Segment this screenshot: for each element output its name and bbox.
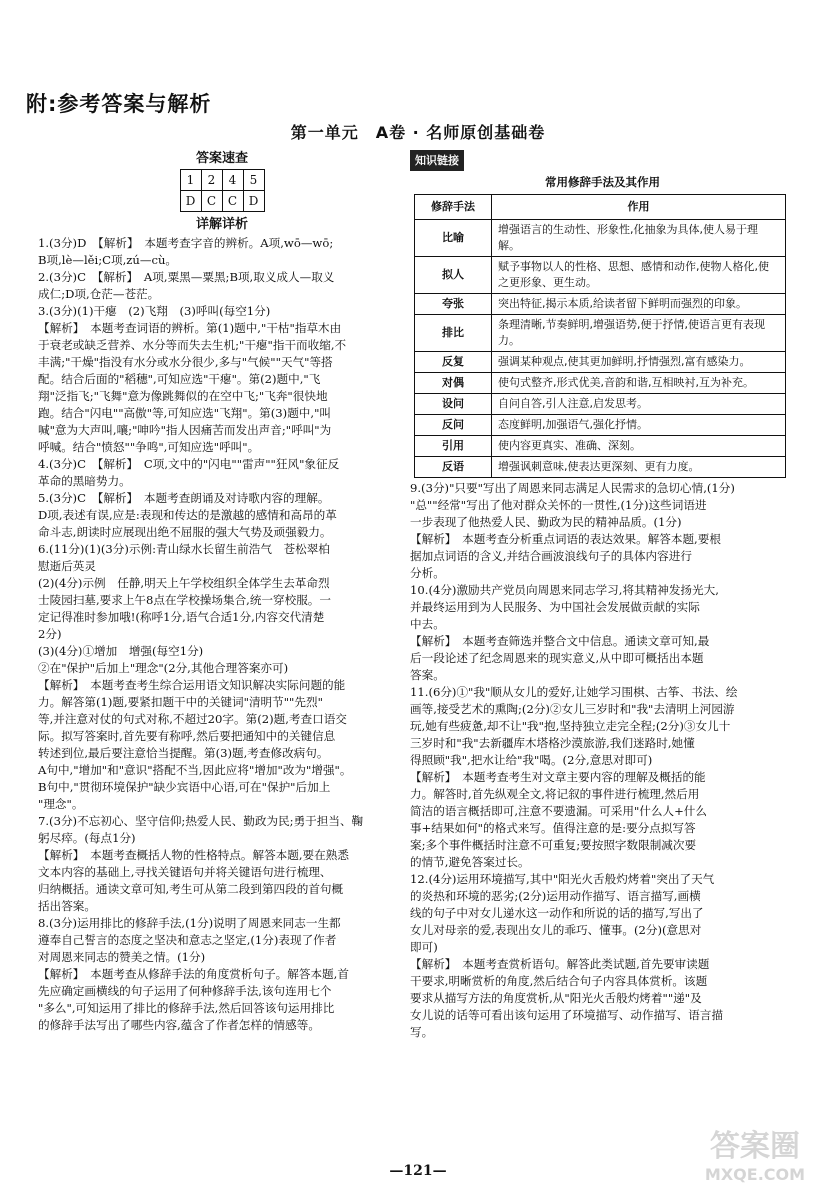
answer-line: 干要求,明晰赏析的角度,然后结合句子内容具体赏析。该题	[410, 974, 708, 988]
answer-line: 要求从描写方法的角度赏析,从"阳光火舌般灼烤着""递"及	[410, 991, 702, 1005]
rhetoric-table	[414, 194, 786, 478]
right-answer-list	[410, 480, 795, 1041]
answer-line: (3)(4分)①增加 增强(每空1分)	[38, 644, 204, 658]
answer-line: 三岁时和"我"去新疆库木塔格沙漠旅游,我们迷路时,她懂	[410, 736, 695, 750]
answer-line: 后一段论述了纪念周恩来的现实意义,从中即可概括出本题	[410, 651, 704, 665]
rhetoric-row	[415, 220, 786, 257]
answer-line: 括出答案。	[38, 899, 96, 913]
answer-line: (2)(4分)示例 任静,明天上午学校组织全体学生去革命烈	[38, 576, 330, 590]
answer-line: 2.(3分)C 【解析】 A项,粟黑—粟黑;B项,取义成人—取义	[38, 270, 335, 284]
answer-line: 画等,接受艺术的熏陶;(2分)②女儿三岁时和"我"去清明上河园游	[410, 702, 735, 716]
answer-line: 玩,她有些疲惫,却不让"我"抱,坚持独立走完全程;(2分)③女儿十	[410, 719, 731, 733]
rhetoric-row	[415, 352, 786, 373]
answer-line: 士陵园扫墓,要求上午8点在学校操场集合,统一穿校服。一	[38, 593, 331, 607]
rhetoric-device: 引用	[415, 436, 492, 457]
quick-answer-numbers-row	[180, 170, 264, 191]
answer-line: 答案。	[410, 668, 445, 682]
rhetoric-device: 设问	[415, 394, 492, 415]
rhetoric-device: 排比	[415, 315, 492, 352]
quick-answer-cell: C	[222, 191, 243, 212]
answer-line: 案;多个事件概括时注意不可重复;要按照字数限制减次要	[410, 838, 697, 852]
answer-line: 中去。	[410, 617, 445, 631]
quick-number-cell: 2	[201, 170, 222, 191]
answer-line: 等,并注意对仗的句式对称,不超过20字。第(2)题,考查口语交	[38, 712, 347, 726]
answer-line: 一步表现了他热爱人民、勤政为民的精神品质。(1分)	[410, 515, 682, 529]
watermark-logo	[690, 1118, 820, 1188]
answer-line: 8.(3分)运用排比的修辞手法,(1分)说明了周恩来同志一生都	[38, 916, 341, 930]
answer-line: 配。结合后面的"稻穗",可知应选"干瘪"。第(2)题中,"飞	[38, 372, 321, 386]
answer-line: 1.(3分)D 【解析】 本题考查字音的辨析。A项,wō—wō;	[38, 236, 334, 250]
rhetoric-device: 拟人	[415, 257, 492, 294]
answer-line: 跑。结合"闪电""高傲"等,可知应选"飞翔"。第(3)题中,"叫	[38, 406, 331, 420]
answer-line: B句中,"贯彻环境保护"缺少宾语中心语,可在"保护"后加上	[38, 780, 331, 794]
answer-item	[410, 480, 795, 582]
answer-line: A句中,"增加"和"意识"搭配不当,因此应将"增加"改为"增强"。	[38, 763, 352, 777]
answer-line: "理念"。	[38, 797, 84, 811]
answer-line: B项,lè—lěi;C项,zú—cù。	[38, 253, 178, 267]
watermark-text: 答案圈	[710, 1129, 800, 1164]
rhetoric-device: 反问	[415, 415, 492, 436]
answer-line: 的炎热和环境的恶劣;(2分)运用动作描写、语言描写,画横	[410, 889, 701, 903]
rhetoric-device: 反语	[415, 457, 492, 478]
answer-item	[38, 813, 406, 915]
answer-line: 11.(6分)①"我"顺从女儿的爱好,让她学习围棋、古筝、书法、绘	[410, 685, 738, 699]
rhetoric-effect: 增强语言的生动性、形象性,化抽象为具体,使人易于理解。	[492, 220, 786, 257]
rhetoric-device: 比喻	[415, 220, 492, 257]
answer-line: 分析。	[410, 566, 445, 580]
answer-item	[38, 303, 406, 456]
page-heading: 附:参考答案与解析	[26, 92, 212, 116]
rhetoric-effect: 强调某种观点,使其更加鲜明,抒情强烈,富有感染力。	[492, 352, 786, 373]
answer-line: 即可)	[410, 940, 438, 954]
answer-line: 呼喊。结合"愤怒""争鸣",可知应选"呼叫"。	[38, 440, 260, 454]
answer-line: "多么",可知运用了排比的修辞手法,然后回答该句运用排比	[38, 1001, 335, 1015]
quick-answers-title: 答案速查	[195, 151, 248, 166]
answer-line: 慰逝后英灵	[38, 559, 96, 573]
left-answer-list	[38, 235, 406, 1034]
answer-line: 写。	[410, 1025, 434, 1039]
header-effect: 作用	[492, 195, 786, 220]
answer-line: 力。解答时,首先纵观全文,将记叙的事件进行梳理,然后用	[410, 787, 700, 801]
page-number: —121—	[389, 1163, 447, 1179]
answer-line: 据加点词语的含义,并结合画波浪线句子的具体内容进行	[410, 549, 692, 563]
rhetoric-device: 夸张	[415, 294, 492, 315]
answer-line: 的情节,避免答案过长。	[410, 855, 530, 869]
answer-line: 7.(3分)不忘初心、坚守信仰;热爱人民、勤政为民;勇于担当、鞠	[38, 814, 364, 828]
watermark-url: MXQE.COM	[704, 1165, 806, 1184]
rhetoric-row	[415, 415, 786, 436]
left-column	[38, 150, 406, 1034]
header-device: 修辞手法	[415, 195, 492, 220]
answer-line: 女儿说的话等可看出该句运用了环境描写、动作描写、语言描	[410, 1008, 724, 1022]
knowledge-link-badge: 知识链接	[410, 150, 464, 171]
answer-line: 【解析】 本题考查筛选并整合文中信息。通读文章可知,最	[410, 634, 710, 648]
quick-number-cell: 1	[180, 170, 201, 191]
answer-item	[38, 456, 406, 490]
rhetoric-effect: 态度鲜明,加强语气,强化抒情。	[492, 415, 786, 436]
answer-line: ②在"保护"后加上"理念"(2分,其他合理答案亦可)	[38, 661, 289, 675]
answer-line: 得照顾"我",把水让给"我"喝。(2分,意思对即可)	[410, 753, 653, 767]
rhetoric-device: 反复	[415, 352, 492, 373]
rhetoric-row	[415, 315, 786, 352]
rhetoric-effect: 自问自答,引人注意,启发思考。	[492, 394, 786, 415]
rhetoric-effect: 条理清晰,节奏鲜明,增强语势,便于抒情,使语言更有表现力。	[492, 315, 786, 352]
answer-item	[38, 541, 406, 813]
answer-line: 2分)	[38, 627, 62, 641]
answer-line: 归纳概括。通读文章可知,考生可从第二段到第四段的首句概	[38, 882, 344, 896]
rhetoric-effect: 突出特征,揭示本质,给读者留下鲜明而强烈的印象。	[492, 294, 786, 315]
answer-line: 线的句子中对女儿递水这一动作和所说的话的描写,写出了	[410, 906, 704, 920]
right-column	[410, 150, 795, 1041]
answer-line: 翔"泛指飞;"飞舞"意为像跳舞似的在空中飞;"飞奔"很快地	[38, 389, 328, 403]
quick-answer-cell: D	[180, 191, 201, 212]
answer-line: 10.(4分)激励共产党员向周恩来同志学习,将其精神发扬光大,	[410, 583, 719, 597]
answer-line: 12.(4分)运用环境描写,其中"阳光火舌般灼烤着"突出了天气	[410, 872, 715, 886]
answer-line: "总""经常"写出了他对群众关怀的一贯性,(1分)这些词语进	[410, 498, 707, 512]
answer-item	[410, 684, 795, 871]
rhetoric-row	[415, 457, 786, 478]
answer-line: 4.(3分)C 【解析】 C项,文中的"闪电""雷声""狂风"象征反	[38, 457, 340, 471]
rhetoric-effect: 使句式整齐,形式优美,音韵和谐,互相映衬,互为补充。	[492, 373, 786, 394]
answer-item	[38, 490, 406, 541]
answer-line: 【解析】 本题考查词语的辨析。第(1)题中,"干枯"指草木由	[38, 321, 342, 335]
answer-line: 5.(3分)C 【解析】 本题考查朗诵及对诗歌内容的理解。	[38, 491, 330, 505]
answer-line: 事+结果如何"的格式来写。值得注意的是:要分点拟写答	[410, 821, 696, 835]
rhetoric-row	[415, 373, 786, 394]
answer-line: 对周恩来同志的赞美之情。(1分)	[38, 950, 206, 964]
answer-line: 力。解答第(1)题,要紧扣题干中的关键词"清明节""先烈"	[38, 695, 323, 709]
answer-line: 【解析】 本题考查考生综合运用语文知识解决实际问题的能	[38, 678, 346, 692]
detail-title: 详解详析	[195, 217, 248, 232]
quick-number-cell: 5	[243, 170, 264, 191]
answer-line: 【解析】 本题考查从修辞手法的角度赏析句子。解答本题,首	[38, 967, 349, 981]
answer-line: 先应确定画横线的句子运用了何种修辞手法,该句连用七个	[38, 984, 332, 998]
answer-line: 喊"意为大声叫,嚷;"呻吟"指人因痛苦而发出声音;"呼叫"为	[38, 423, 332, 437]
answer-line: 成仁;D项,仓茫—苍茫。	[38, 287, 160, 301]
answer-item	[410, 582, 795, 684]
answer-line: 并最终运用到为人民服务、为中国社会发展做贡献的实际	[410, 600, 700, 614]
answer-line: 丰满;"干燥"指没有水分或水分很少,多与"气候""天气"等搭	[38, 355, 333, 369]
rhetoric-table-title: 常用修辞手法及其作用	[545, 175, 660, 189]
answer-line: 际。拟写答案时,首先要有称呼,然后要把通知中的关键信息	[38, 729, 336, 743]
answer-line: 遵奉自己誓言的态度之坚决和意志之坚定,(1分)表现了作者	[38, 933, 337, 947]
answer-line: 9.(3分)"只要"写出了周恩来同志满足人民需求的急切心情,(1分)	[410, 481, 735, 495]
answer-line: 【解析】 本题考查概括人物的性格特点。解答本题,要在熟悉	[38, 848, 349, 862]
answer-line: 的修辞手法写出了哪些内容,蕴含了作者怎样的情感等。	[38, 1018, 320, 1032]
rhetoric-table-header	[415, 195, 786, 220]
answer-item	[38, 235, 406, 269]
rhetoric-row	[415, 257, 786, 294]
rhetoric-effect: 增强讽刺意味,使表达更深刻、更有力度。	[492, 457, 786, 478]
quick-answer-table	[180, 169, 265, 212]
answer-line: 于衰老或缺乏营养、水分等而失去生机;"干瘪"指干而收缩,不	[38, 338, 347, 352]
answer-item	[38, 915, 406, 1034]
answer-line: 3.(3分)(1)干瘪 (2)飞翔 (3)呼叫(每空1分)	[38, 304, 271, 318]
rhetoric-row	[415, 294, 786, 315]
rhetoric-device: 对偶	[415, 373, 492, 394]
unit-title: 第一单元 A卷 · 名师原创基础卷	[290, 123, 546, 142]
answer-line: 定记得准时参加哦!(称呼1分,语气合适1分,内容交代清楚	[38, 610, 325, 624]
rhetoric-effect: 使内容更真实、准确、深刻。	[492, 436, 786, 457]
answer-line: 【解析】 本题考查考生对文章主要内容的理解及概括的能	[410, 770, 706, 784]
answer-line: 【解析】 本题考查分析重点词语的表达效果。解答本题,要根	[410, 532, 721, 546]
quick-answer-cell: C	[201, 191, 222, 212]
answer-item	[38, 269, 406, 303]
rhetoric-row	[415, 436, 786, 457]
answer-line: 文本内容的基础上,寻找关键语句并将关键语句进行梳理、	[38, 865, 332, 879]
rhetoric-row	[415, 394, 786, 415]
answer-line: 革命的黑暗势力。	[38, 474, 131, 488]
answer-line: D项,表述有误,应是:表现和传达的是激越的感情和高昂的革	[38, 508, 337, 522]
rhetoric-effect: 赋予事物以人的性格、思想、感情和动作,使物人格化,使之更形象、更生动。	[492, 257, 786, 294]
quick-answer-cell: D	[243, 191, 264, 212]
answer-line: 命斗志,朗读时应展现出绝不屈服的强大气势及顽强毅力。	[38, 525, 332, 539]
answer-line: 躬尽瘁。(每点1分)	[38, 831, 136, 845]
answer-line: 转述到位,最后要注意恰当提醒。第(3)题,考查修改病句。	[38, 746, 329, 760]
quick-answer-letters-row	[180, 191, 264, 212]
answer-line: 女儿对母亲的爱,表现出女儿的乖巧、懂事。(2分)(意思对	[410, 923, 702, 937]
answer-line: 简洁的语言概括即可,注意不要遗漏。可采用"什么人+什么	[410, 804, 707, 818]
quick-number-cell: 4	[222, 170, 243, 191]
answer-line: 【解析】 本题考查赏析语句。解答此类试题,首先要审读题	[410, 957, 710, 971]
answer-item	[410, 871, 795, 1041]
answer-line: 6.(11分)(1)(3分)示例:青山绿水长留生前浩气 苍松翠柏	[38, 542, 330, 556]
